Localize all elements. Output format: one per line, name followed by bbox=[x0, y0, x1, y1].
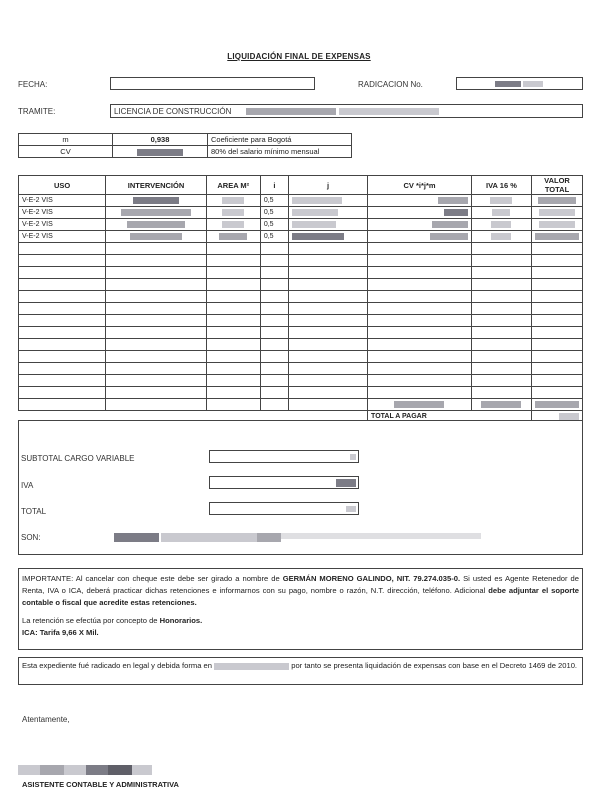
iva-field bbox=[209, 476, 359, 489]
table-subtotal-row bbox=[19, 399, 583, 411]
table-row bbox=[19, 327, 583, 339]
redacted-son-2 bbox=[161, 533, 271, 542]
notice-text-b: Si usted es Agente Retenedor de Renta, IVA o ICA, deberá practicar dichas retenciones e informarnos con su pago, nombre o razón, N.T. dirección, teléfono. Adicional bbox=[22, 574, 579, 595]
table-row bbox=[19, 219, 583, 231]
redacted-tramite-2 bbox=[339, 108, 439, 115]
document-title: LIQUIDACIÓN FINAL DE EXPENSAS bbox=[227, 52, 371, 61]
table-row bbox=[19, 303, 583, 315]
tramite-value: LICENCIA DE CONSTRUCCIÓN bbox=[114, 107, 232, 116]
redacted-tramite bbox=[246, 108, 336, 115]
row-uso: V-E-2 VIS bbox=[19, 219, 106, 231]
row-uso: V-E-2 VIS bbox=[19, 195, 106, 207]
cv-label: CV bbox=[19, 146, 113, 158]
m-label: m bbox=[19, 134, 113, 146]
retention-text: La retención se efectúa por concepto de bbox=[22, 616, 160, 625]
col-intervencion: INTERVENCIÓN bbox=[106, 176, 206, 195]
total-label: TOTAL bbox=[21, 507, 47, 516]
table-row bbox=[19, 255, 583, 267]
summary-box bbox=[18, 420, 583, 555]
table-row bbox=[19, 363, 583, 375]
coefficient-table bbox=[18, 133, 352, 158]
redacted-radicacion-2 bbox=[523, 81, 543, 87]
row-i: 0,5 bbox=[260, 207, 288, 219]
atentamente: Atentamente, bbox=[22, 715, 70, 724]
total-a-pagar-label: TOTAL A PAGAR bbox=[368, 411, 532, 423]
col-uso: USO bbox=[19, 176, 106, 195]
redacted-son bbox=[114, 533, 159, 542]
table-row bbox=[19, 243, 583, 255]
fecha-field bbox=[110, 77, 315, 90]
row-i: 0,5 bbox=[260, 231, 288, 243]
col-i: i bbox=[260, 176, 288, 195]
radicacion-label: RADICACION No. bbox=[358, 80, 423, 89]
tramite-label: TRAMITE: bbox=[18, 107, 56, 116]
signer-title: ASISTENTE CONTABLE Y ADMINISTRATIVA bbox=[22, 780, 179, 789]
row-uso: V-E-2 VIS bbox=[19, 207, 106, 219]
radicado-text-a: Esta expediente fué radicado en legal y debida forma en bbox=[22, 661, 212, 670]
col-cv: CV *i*j*m bbox=[368, 176, 472, 195]
son-label: SON: bbox=[21, 533, 41, 542]
retention-paragraph bbox=[22, 615, 579, 627]
fecha-label: FECHA: bbox=[18, 80, 48, 89]
col-iva: IVA 16 % bbox=[471, 176, 531, 195]
col-valor-total: VALOR TOTAL bbox=[532, 176, 583, 195]
m-value: 0,938 bbox=[113, 134, 208, 146]
retention-concept: Honorarios. bbox=[159, 616, 203, 625]
table-row bbox=[19, 375, 583, 387]
iva-label: IVA bbox=[21, 481, 34, 490]
table-row bbox=[19, 351, 583, 363]
total-field bbox=[209, 502, 359, 515]
table-row bbox=[19, 207, 583, 219]
ica-rate: ICA: Tarifa 9,66 X Mil. bbox=[22, 628, 99, 637]
subtotal-field bbox=[209, 450, 359, 463]
table-row bbox=[19, 315, 583, 327]
m-description: Coeficiente para Bogotá bbox=[208, 134, 352, 146]
col-area: AREA M² bbox=[206, 176, 260, 195]
subtotal-label: SUBTOTAL CARGO VARIABLE bbox=[21, 454, 135, 463]
payee-name: GERMÁN MORENO GALINDO, NIT. 79.274.035-0. bbox=[282, 574, 461, 583]
row-uso: V-E-2 VIS bbox=[19, 231, 106, 243]
radicado-text-b: por tanto se presenta liquidación de expensas con base en el Decreto 1469 de 2010. bbox=[291, 661, 578, 670]
table-row bbox=[19, 339, 583, 351]
redacted-radicacion bbox=[495, 81, 521, 87]
row-i: 0,5 bbox=[260, 219, 288, 231]
table-row bbox=[19, 279, 583, 291]
notice-paragraph bbox=[22, 573, 579, 609]
table-row bbox=[19, 195, 583, 207]
redacted-signer-name bbox=[18, 765, 158, 777]
notice-text-a: IMPORTANTE: Al cancelar con cheque este debe ser girado a nombre de bbox=[22, 574, 283, 583]
radicado-paragraph bbox=[22, 660, 579, 672]
table-row bbox=[19, 291, 583, 303]
cv-description: 80% del salario mínimo mensual bbox=[208, 146, 352, 158]
row-i: 0,5 bbox=[260, 195, 288, 207]
tramite-field bbox=[110, 104, 583, 118]
table-row bbox=[19, 231, 583, 243]
radicado-box bbox=[18, 657, 583, 685]
table-header-row bbox=[19, 176, 583, 195]
table-row bbox=[19, 387, 583, 399]
radicacion-field bbox=[456, 77, 583, 90]
col-j: j bbox=[289, 176, 368, 195]
table-row bbox=[19, 267, 583, 279]
cv-value bbox=[113, 146, 208, 158]
notice-box bbox=[18, 568, 583, 650]
notice-text-bold: debe adjuntar el soporte contable o fiscal que acredite estas retenciones. bbox=[22, 586, 579, 607]
expenses-table bbox=[18, 175, 583, 423]
